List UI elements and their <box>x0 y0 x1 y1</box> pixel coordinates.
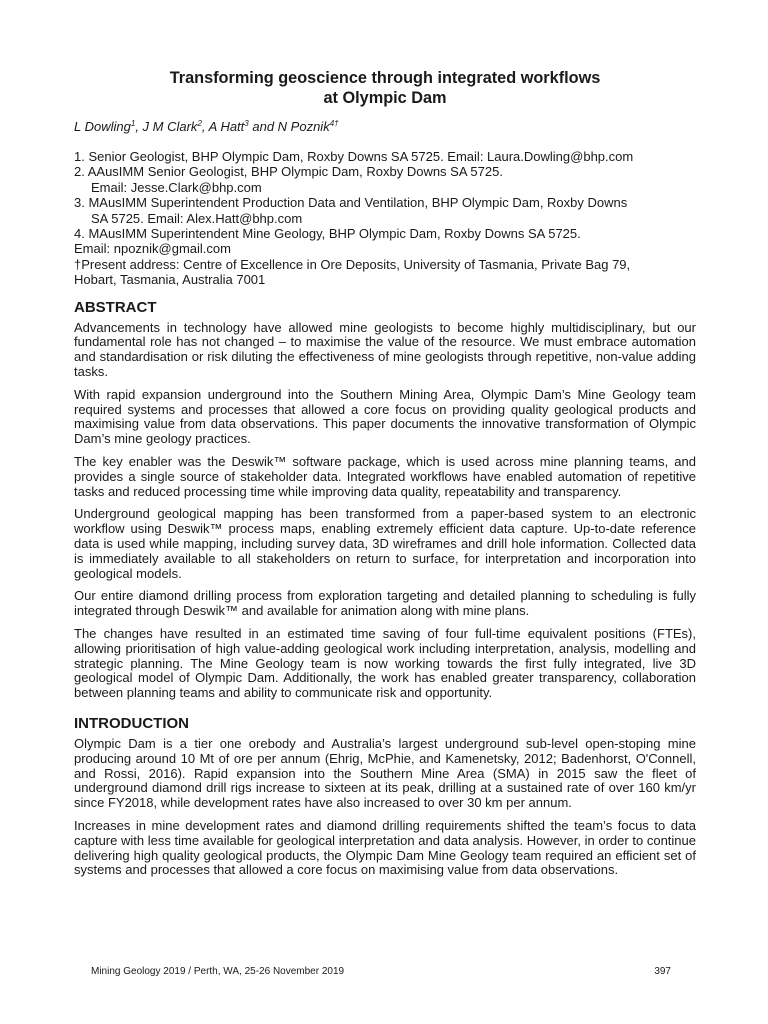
abstract-paragraph: Advancements in technology have allowed mine geologists to become highly multidisciplinary, but our fundamental role has not changed – to maximise the value of the resource. We must embrace automation and standardisation or risk diluting the effectiveness of mine geologists through repetitive, non-value adding tasks. <box>74 319 696 380</box>
introduction-paragraph: Increases in mine development rates and diamond drilling requirements shifted the team’s focus to data capture with less time available for geological interpretation and data analysis. However, in order to continue delivering high quality geological products, the Olympic Dam Mine Geology team required an efficient set of systems and processes that allowed a core focus on maximising value from data observations. <box>74 817 696 878</box>
author-affil-mark: 4† <box>329 119 339 128</box>
page-number: 397 <box>654 966 671 977</box>
page-footer <box>91 966 671 978</box>
author-affil-mark: 1 <box>130 119 136 128</box>
author: L Dowling <box>74 119 131 134</box>
introduction-paragraph: Olympic Dam is a tier one orebody and Australia’s largest underground sub-level open-stoping mine producing around 10 Mt of ore per annum (Ehrig, McPhie, and Kamenetsky, 2012; Badenhorst, O'Connell, and Rossi, 2016). Rapid expansion into the Southern Mine Area (SMA) in 2015 saw the fleet of underground diamond drill rigs increase to sixteen at its peak, drilling at a sustained rate of over 160 km/yr since FY2018, while development rates have also increased to over 30 km per annum. <box>74 735 696 811</box>
abstract-paragraph: The key enabler was the Deswik™ software package, which is used across mine planning teams, and provides a single source of stakeholder data. Integrated workflows have enabled automation of repetitive tasks and reduced processing time while improving data quality, repeatability and transparency. <box>74 454 696 499</box>
paper-title: Transforming geoscience through integrated workflows at Olympic Dam <box>169 69 601 107</box>
conference-name: Mining Geology 2019 / Perth, WA, 25-26 November 2019 <box>91 966 345 977</box>
author: N Poznik <box>277 119 330 134</box>
affiliations <box>74 149 696 288</box>
affiliation-4-email: Email: npoznik@gmail.com <box>74 241 231 257</box>
paper-page <box>74 68 696 886</box>
abstract-paragraph: Underground geological mapping has been transformed from a paper-based system to an electronic workflow using Deswik™ process maps, enabling extremely efficient data capture. Up-to-date reference data is used while mapping, including survey data, 3D wireframes and drill hole information. Collected data is immediately available to all stakeholders on return to surface, for interpretation and incorporation into geological models. <box>74 506 696 581</box>
affiliation-1: 1. Senior Geologist, BHP Olympic Dam, Roxby Downs SA 5725. Email: Laura.Dowling@bhp.com <box>74 149 634 164</box>
affiliation-2: 2. AAusIMM Senior Geologist, BHP Olympic Dam, Roxby Downs SA 5725. <box>74 164 503 180</box>
present-address: †Present address: Centre of Excellence in Ore Deposits, University of Tasmania, Private Bag 79, <box>74 256 631 272</box>
introduction-heading: INTRODUCTION <box>74 714 189 732</box>
abstract-heading: ABSTRACT <box>74 298 157 316</box>
affiliation-3: 3. MAusIMM Superintendent Production Data and Ventilation, BHP Olympic Dam, Roxby Downs <box>74 195 628 211</box>
present-address-cont: Hobart, Tasmania, Australia 7001 <box>74 272 266 288</box>
author-affil-mark: 2 <box>197 119 202 128</box>
abstract-paragraph: The changes have resulted in an estimated time saving of four full-time equivalent positions (FTEs), allowing prioritisation of high value-adding geological work including interpretation, analysis, modelling and strategic planning. The Mine Geology team is now working towards the first fully integrated, live 3D geological model of Olympic Dam. Additionally, the work has enabled greater transparency, collaboration between planning teams and ability to communicate risk and opportunity. <box>74 626 696 701</box>
author-affil-mark: 3 <box>244 119 249 128</box>
abstract-paragraph: With rapid expansion underground into the Southern Mining Area, Olympic Dam’s Mine Geology team required systems and processes that allowed a core focus on providing quality geological products and maximising value from data observations. This paper documents the innovative transformation of Olympic Dam’s mine geology practices. <box>74 386 696 447</box>
author-list: L Dowling$^1$, J M Clark$^2$, A Hatt$^3$ and N Poznik$^{4\dagger}$ <box>74 119 339 134</box>
abstract-paragraph: Our entire diamond drilling process from exploration targeting and detailed planning to scheduling is fully integrated through Deswik™ and available for animation along with mine plans. <box>74 588 696 619</box>
affiliation-4: 4. MAusIMM Superintendent Mine Geology, BHP Olympic Dam, Roxby Downs SA 5725. <box>74 226 581 242</box>
affiliation-2-email: Email: Jesse.Clark@bhp.com <box>91 179 262 195</box>
affiliation-3-cont: SA 5725. Email: Alex.Hatt@bhp.com <box>91 210 303 226</box>
author: A Hatt <box>208 119 245 134</box>
author: J M Clark <box>142 119 198 134</box>
